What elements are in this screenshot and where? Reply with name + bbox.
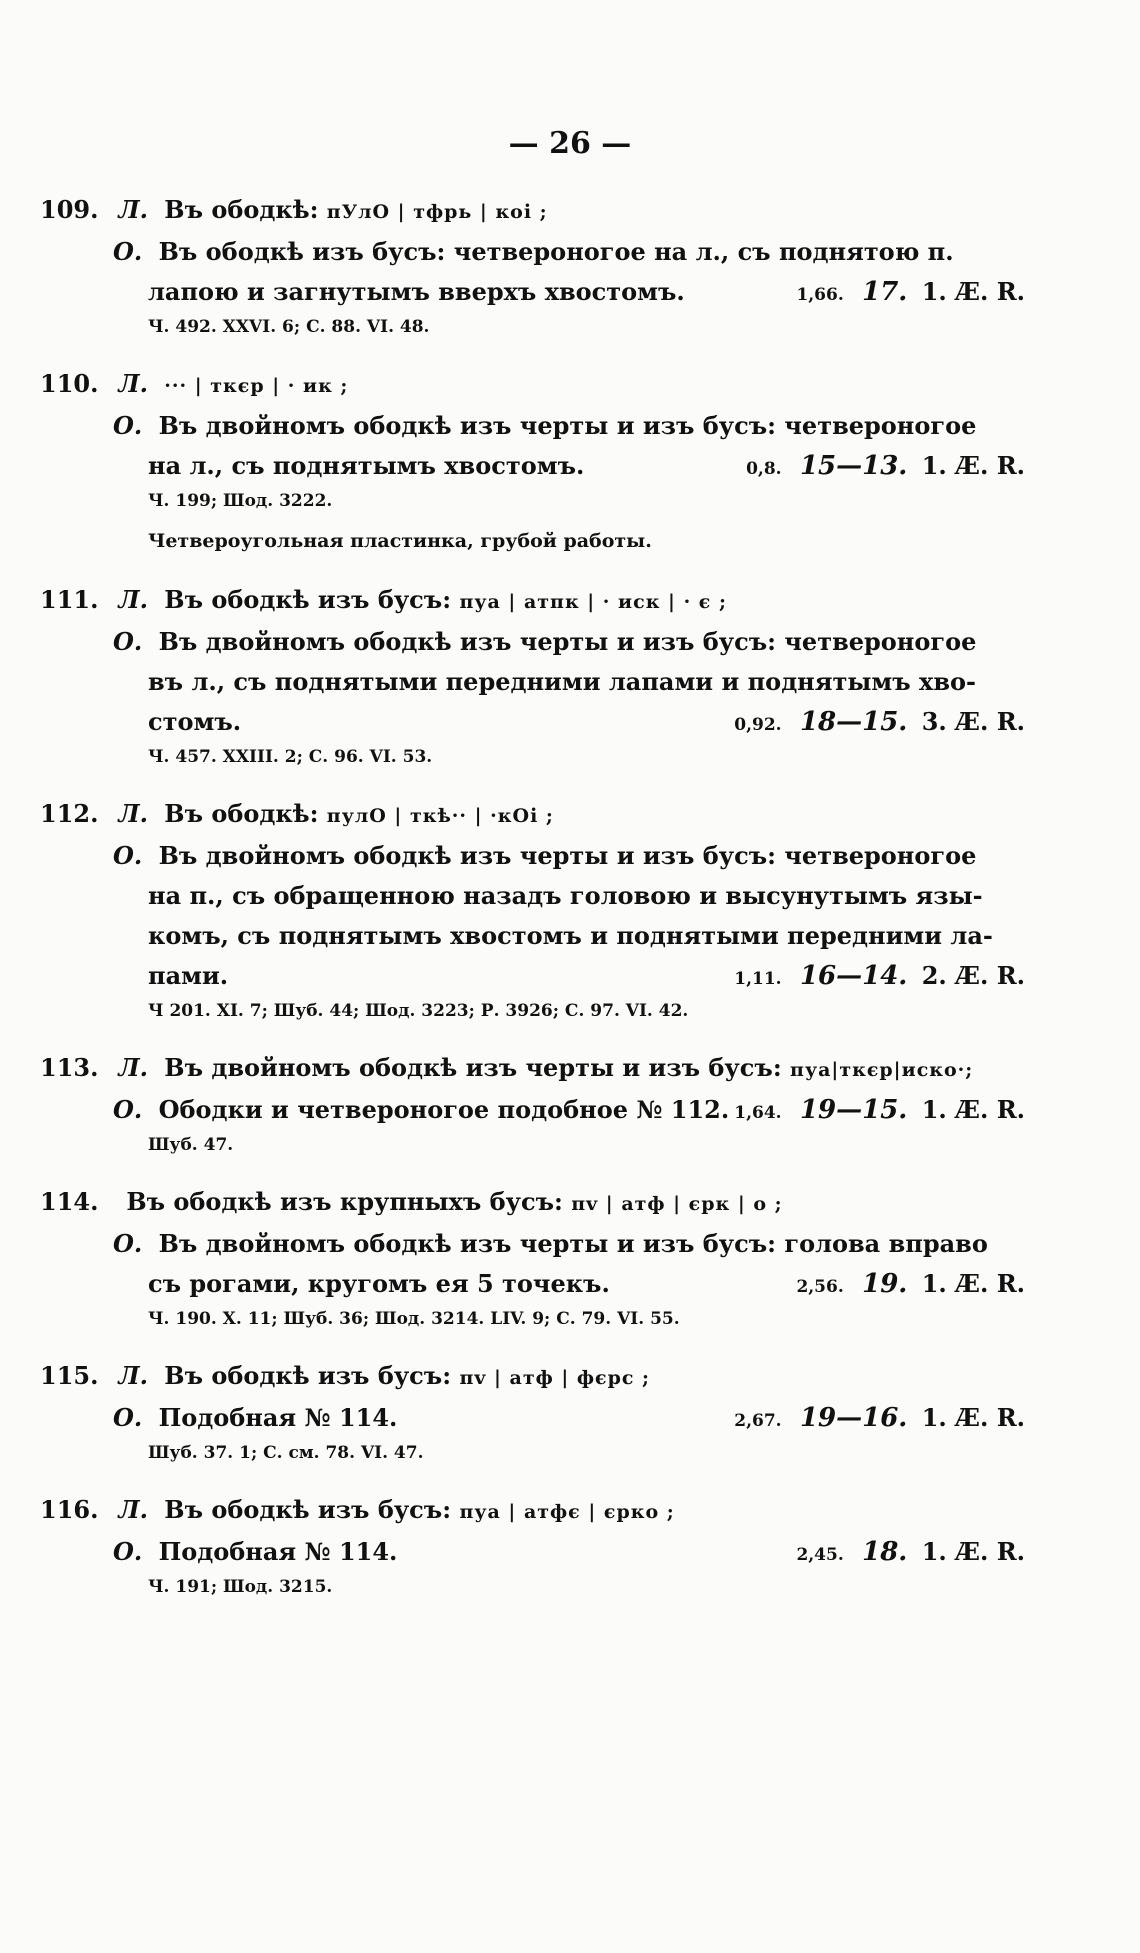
reverse-continuation [40,916,1025,956]
obverse-text: Въ ободкѣ изъ бусъ: [164,1361,452,1390]
coin-specs [746,446,1025,489]
coin-specs [796,1532,1025,1575]
weight: 1,11. [734,969,782,989]
coin-legend: пуа|ткєр|иско·; [790,1059,974,1081]
reverse-line [40,1532,1025,1572]
coin-legend: пуа | атфє | єрко ; [459,1501,675,1523]
coin-specs [734,1090,1025,1133]
reverse-line [40,1090,1025,1130]
obverse-line [40,364,1025,406]
catalog-entry [40,1048,1025,1160]
reverse-continuation [40,446,1025,486]
metal: Æ. [955,451,989,480]
obverse-mark: Л. [118,799,148,828]
rarity: R. [996,451,1025,480]
reverse-line [40,1398,1025,1438]
obverse-text: Въ ободкѣ: [164,195,319,224]
reverse-continuation [40,1264,1025,1304]
reverse-mark: О. [113,1095,143,1124]
coin-legend: пv | атф | єрк | о ; [571,1193,783,1215]
weight: 2,67. [734,1411,782,1431]
obverse-text: Въ двойномъ ободкѣ изъ черты и изъ бусъ: [164,1053,782,1082]
entry-number: 113. [40,1053,99,1082]
reverse-text: Въ двойномъ ободкѣ изъ черты и изъ бусъ: четвероногое [158,411,977,440]
obverse-mark: Л. [118,369,148,398]
catalog-entry [40,1356,1025,1468]
reverse-line [40,1224,1025,1264]
reverse-continuation [40,876,1025,916]
reverse-mark: О. [113,841,143,870]
size: 17. [862,277,908,307]
entry-number: 109. [40,195,99,224]
references: Ч. 492. XXVI. 6; С. 88. VI. 48. [148,317,430,337]
reverse-continuation [40,662,1025,702]
reverse-line [40,406,1025,446]
references: Шуб. 37. 1; С. см. 78. VI. 47. [148,1443,424,1463]
reverse-mark: О. [113,1403,143,1432]
size: 19—15. [799,1095,908,1125]
rarity: R. [996,707,1025,736]
weight: 1,66. [796,285,844,305]
obverse-mark: Л. [118,1361,148,1390]
reverse-continuation-text: стомъ. [148,707,242,736]
weight: 2,45. [796,1545,844,1565]
size: 15—13. [799,451,908,481]
reverse-continuation-text: комъ, съ поднятымъ хвостомъ и поднятыми передними ла- [148,921,993,950]
coin-legend: пулО | ткѣ·· | ·кОі ; [326,805,554,827]
catalog-entry [40,794,1025,1026]
reverse-continuation [40,272,1025,312]
coin-legend: пуа | атпк | · иск | · є ; [459,591,727,613]
obverse-text: Въ ободкѣ изъ бусъ: [164,585,452,614]
rarity: R. [996,1403,1025,1432]
reverse-continuation [40,956,1025,996]
count: 1. [921,277,947,306]
reverse-mark: О. [113,627,143,656]
metal: Æ. [955,277,989,306]
reverse-text: Въ двойномъ ободкѣ изъ черты и изъ бусъ: четвероногое [158,841,977,870]
references: Ч. 191; Шод. 3215. [148,1577,333,1597]
metal: Æ. [955,1403,989,1432]
size: 16—14. [799,961,908,991]
size: 19. [862,1269,908,1299]
rarity: R. [996,961,1025,990]
size: 19—16. [799,1403,908,1433]
metal: Æ. [955,1537,989,1566]
rarity: R. [996,277,1025,306]
rarity: R. [996,1537,1025,1566]
entry-number: 114. [40,1187,99,1216]
references: Ч 201. XI. 7; Шуб. 44; Шод. 3223; Р. 3926; С. 97. VI. 42. [148,1001,689,1021]
coin-specs [734,1398,1025,1441]
size: 18—15. [799,707,908,737]
reverse-text: Подобная № 114. [158,1537,398,1566]
metal: Æ. [955,961,989,990]
obverse-line [40,1182,1025,1224]
entry-number: 112. [40,799,99,828]
weight: 0,92. [734,715,782,735]
references: Шуб. 47. [148,1135,234,1155]
reverse-line [40,836,1025,876]
reverse-line [40,622,1025,662]
obverse-mark: Л. [118,585,148,614]
obverse-line [40,1048,1025,1090]
weight: 1,64. [734,1103,782,1123]
reverse-continuation-text: пами. [148,961,229,990]
coin-legend: ··· | ткєр | · ик ; [164,375,349,397]
reverse-continuation-text: лапою и загнутымъ вверхъ хвостомъ. [148,277,685,306]
reverse-line [40,232,1025,272]
count: 1. [921,451,947,480]
reverse-mark: О. [113,411,143,440]
count: 1. [921,1269,947,1298]
reverse-continuation-text: на п., съ обращенною назадъ головою и высунутымъ язы- [148,881,983,910]
weight: 0,8. [746,459,782,479]
reverse-continuation-text: въ л., съ поднятыми передними лапами и поднятымъ хво- [148,667,976,696]
count: 1. [921,1095,947,1124]
coin-specs [796,1264,1025,1307]
catalog-entry [40,580,1025,772]
catalog-entries [40,190,1025,1624]
reverse-text: Ободки и четвероногое подобное № 112. [158,1095,730,1124]
coin-legend: пУлО | тфрь | коі ; [326,201,548,223]
entry-note: Четвероугольная пластинка, грубой работы. [148,530,652,552]
coin-specs [734,702,1025,745]
reverse-continuation-text: на л., съ поднятымъ хвостомъ. [148,451,585,480]
obverse-line [40,190,1025,232]
references: Ч. 457. XXIII. 2; С. 96. VI. 53. [148,747,433,767]
reverse-text: Въ двойномъ ободкѣ изъ черты и изъ бусъ: голова вправо [158,1229,988,1258]
reverse-text: Въ ободкѣ изъ бусъ: четвероногое на л., съ поднятою п. [158,237,954,266]
rarity: R. [996,1269,1025,1298]
metal: Æ. [955,1269,989,1298]
reverse-text: Подобная № 114. [158,1403,398,1432]
obverse-text: Въ ободкѣ: [164,799,319,828]
count: 3. [921,707,947,736]
entry-number: 110. [40,369,99,398]
obverse-line [40,1490,1025,1532]
coin-specs [734,956,1025,999]
count: 1. [921,1403,947,1432]
entry-number: 111. [40,585,99,614]
rarity: R. [996,1095,1025,1124]
obverse-mark: Л. [118,1053,148,1082]
metal: Æ. [955,1095,989,1124]
obverse-text: Въ ободкѣ изъ крупныхъ бусъ: [126,1187,563,1216]
weight: 2,56. [796,1277,844,1297]
reverse-mark: О. [113,237,143,266]
count: 2. [921,961,947,990]
catalog-entry [40,1490,1025,1602]
entry-number: 116. [40,1495,99,1524]
obverse-text: Въ ободкѣ изъ бусъ: [164,1495,452,1524]
obverse-line [40,1356,1025,1398]
count: 1. [921,1537,947,1566]
obverse-line [40,794,1025,836]
reverse-mark: О. [113,1537,143,1566]
coin-specs [796,272,1025,315]
entry-number: 115. [40,1361,99,1390]
reverse-continuation-text: съ рогами, кругомъ ея 5 точекъ. [148,1269,610,1298]
catalog-entry [40,1182,1025,1334]
catalog-entry [40,364,1025,558]
reverse-mark: О. [113,1229,143,1258]
catalog-entry [40,190,1025,342]
references: Ч. 199; Шод. 3222. [148,491,333,511]
size: 18. [862,1537,908,1567]
references: Ч. 190. X. 11; Шуб. 36; Шод. 3214. LIV. 9; С. 79. VI. 55. [148,1309,680,1329]
metal: Æ. [955,707,989,736]
obverse-mark: Л. [118,1495,148,1524]
obverse-mark: Л. [118,195,148,224]
reverse-continuation [40,702,1025,742]
obverse-line [40,580,1025,622]
reverse-text: Въ двойномъ ободкѣ изъ черты и изъ бусъ: четвероногое [158,627,977,656]
coin-legend: пv | атф | фєрс ; [459,1367,651,1389]
page-number: — 26 — [508,126,632,161]
